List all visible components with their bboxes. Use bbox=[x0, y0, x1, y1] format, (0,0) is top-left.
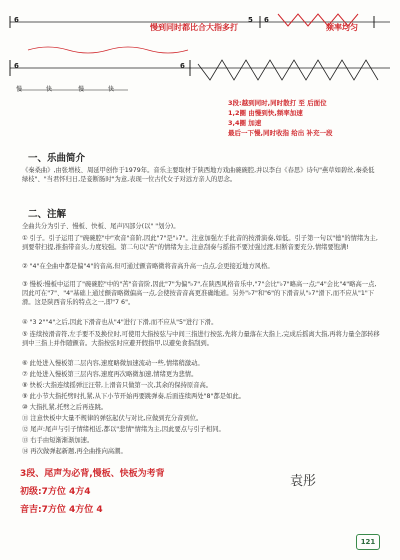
note-item-11: ⑪ 注意快板中大量不规律的弹弦起伏与对比,应做到充分音到位。 bbox=[22, 415, 203, 422]
note-item-13: ⑬ 右手由短渐渐渐加速。 bbox=[22, 437, 94, 444]
note-item-10: ⑩ 大指扎紧,托劈之后再连跳。 bbox=[22, 404, 108, 411]
note-item-7: ⑦ 此处进入慢板第三层内容,速度再次略微加速,情绪更为悲情。 bbox=[22, 371, 198, 378]
score-mark-3: 6 bbox=[264, 16, 269, 24]
notes-intro bbox=[22, 222, 380, 231]
bottom-note-3: 音吉:7方位 4方位 4 bbox=[20, 505, 103, 515]
music-score bbox=[8, 6, 392, 98]
tempo-label-4: 快 bbox=[108, 86, 115, 93]
signature: 袁彤 bbox=[290, 474, 317, 489]
note-item-14: ⑭ 再次做弹起新题,再全曲推向高潮。 bbox=[22, 448, 127, 455]
annotation-right-1: 3段:越到同时,同时散打 至 后面位 bbox=[228, 99, 327, 107]
annotation-top-mid: 慢到同时都比合大指多打 bbox=[150, 23, 238, 32]
section-title-notes: 二、注解 bbox=[28, 209, 67, 220]
intro-text: 《秦桑曲》,由张增枝、周延甲创作于1979年。音乐主要取材于陕西地方戏曲碗碗腔,并以李白《春思》诗句"燕草如碧丝,秦桑低绿枝"、"当君怀归日,是妾断肠时"为意,表现一位古代女子对远方亲人的思念。 bbox=[22, 167, 375, 184]
annotation-top-right: 频率均匀 bbox=[326, 23, 358, 32]
note-item-4: ④ "3 2""4"之后,因此下滑音也从"4"进行下滑,而不应从"5"进行下滑。 bbox=[22, 319, 218, 326]
section-title-intro: 一、乐曲简介 bbox=[28, 153, 86, 164]
note-item-6: ⑥ 此处进入慢板第二层内容,速度略微加速流动一些,情绪稍激动。 bbox=[22, 360, 204, 367]
score-mark-4: 6 bbox=[14, 62, 19, 70]
notes-intro-text: 全曲共分为引子、慢板、快板、尾声四部分(以" "划分)。 bbox=[22, 223, 180, 230]
annotation-right-4: 最后一下慢,同时收指 给出 补充一段 bbox=[228, 129, 333, 137]
annotation-right-3: 3,4圈 加速 bbox=[228, 119, 262, 127]
note-item-2: ② "4"在全曲中都是偏"4"的音高,但可通过颤音略微将音高升高一点点,会更接近地方风格。 bbox=[22, 263, 274, 270]
note-item-1: ① 引子。引子运用了"碗碗腔"中"欢音"音阶,因此"7"是"♭7"。注意加强左手此音的按滑演奏,如低。引子第一句以"德"的情绪为主,到要带扫提,推指带音头,力度较强。第二句以"苦"的情绪为主,注意刮奏与摇指不要过强过渡,但断音要充分,情绪要饱满! bbox=[22, 235, 378, 252]
score-mark-2: 5 bbox=[248, 16, 253, 24]
note-item-8: ⑧ 快板:大指连续摇弹汪汪带,上滑音只做第一次,其余的保持原音高。 bbox=[22, 382, 213, 389]
tempo-label-3: 慢 bbox=[78, 86, 85, 93]
note-item-5: ⑤ 连续按滑音符,左手要不及换位时,可使用大指按弦与中间三指进行按弦,先将力量落在大指上,完成后摇离大指,再将力量全部转移到中三指上并作随颤音。大指按弦时应避开假指甲,以避免食指刮到。 bbox=[22, 331, 380, 348]
note-item-3: ③ 慢板:慢板中运用了"碗碗腔"中的"苦"音音阶,因此"7"为偏"♭7",在陕西风格音乐中,"7"会比"♭7"略高一点;"4"会比"4"略高一点,因此可在"7"、"4"基础上通过颤音略微偏高一点,会使按音音高更准确地道。另外"♭7"和"6"的下滑音从"♭7"滑下,而不应从"1"下滑。这是陕西音乐的特点之一,即"7 6"。 bbox=[22, 281, 377, 307]
score-svg bbox=[8, 6, 392, 98]
intro-paragraph bbox=[22, 166, 380, 184]
page-number-badge: 121 bbox=[356, 534, 380, 550]
note-item-9: ⑨ 此小节大指托劈时扎紧,从下小节开始再要跳弹奏,后面连续两处"8"都是如此。 bbox=[22, 393, 245, 400]
tempo-label-2: 快 bbox=[46, 86, 53, 93]
note-item-12: ⑫ 尾声:尾声与引子情绪相近,都以"悲情"情绪为主,因此要点与引子相同。 bbox=[22, 426, 225, 433]
tempo-label-1: 慢 bbox=[16, 86, 23, 93]
score-mark-1: 6 bbox=[14, 16, 19, 24]
annotation-right-2: 1,2圈 由慢到快,频率加速 bbox=[228, 109, 303, 117]
bottom-note-1: 3段、尾声为必背,慢板、快板为考背 bbox=[20, 469, 165, 479]
score-mark-5: 6 bbox=[180, 62, 185, 70]
bottom-note-2: 初级:7方位 4方4 bbox=[20, 487, 91, 497]
